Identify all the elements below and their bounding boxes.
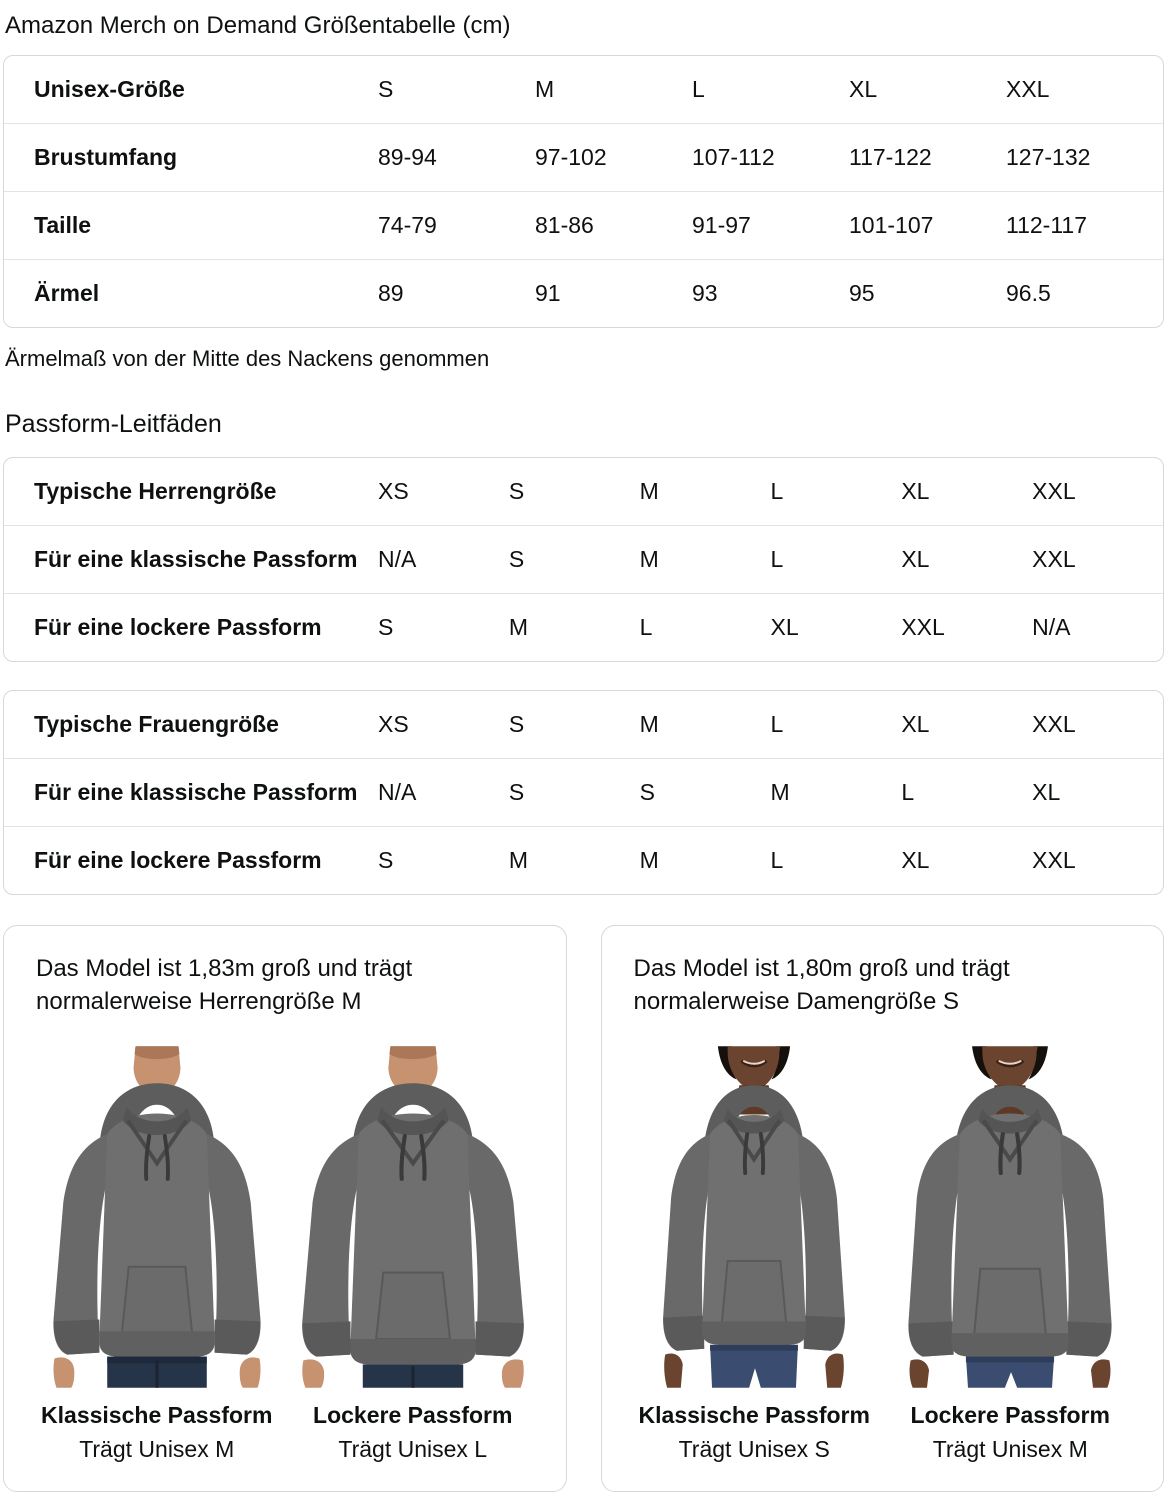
size-cell: S <box>378 614 394 640</box>
model-cards <box>3 925 1164 1492</box>
model-card-men <box>3 925 567 1492</box>
row-label: Für eine lockere Passform <box>34 847 322 873</box>
row-label: Typische Frauengröße <box>34 711 279 737</box>
size-cell: N/A <box>378 779 417 805</box>
fit-label: Klassische Passform <box>638 1402 870 1428</box>
size-cell: XL <box>901 546 930 572</box>
size-cell: 97-102 <box>535 144 607 170</box>
table-row <box>4 525 1163 593</box>
fit-label: Lockere Passform <box>910 1402 1110 1428</box>
table-row <box>4 123 1163 191</box>
sleeve-measure-note: Ärmelmaß von der Mitte des Nackens genommen <box>5 346 490 371</box>
size-cell: XL <box>901 711 930 737</box>
size-cell: 107-112 <box>692 144 775 170</box>
size-cell: S <box>508 546 525 572</box>
model-card-heading: Das Model ist 1,80m groß und trägt normalerweise Damengröße S <box>633 955 1010 1015</box>
size-cell: XL <box>1032 779 1061 805</box>
table-row <box>4 826 1163 894</box>
size-cell: 95 <box>849 280 875 306</box>
size-cell: L <box>901 779 915 805</box>
fit-table-women <box>3 690 1164 895</box>
size-cell: M <box>639 478 659 504</box>
model-figure-classic-female <box>632 1042 876 1463</box>
size-cell: XXL <box>1032 711 1076 737</box>
model-photo-female-loose-fit <box>882 1042 1138 1392</box>
size-cell: M <box>535 76 555 102</box>
size-cell: 74-79 <box>378 212 437 238</box>
size-cell: 89 <box>378 280 404 306</box>
row-label: Ärmel <box>34 280 100 306</box>
size-cell: XL <box>901 847 930 873</box>
size-cell: L <box>770 546 784 572</box>
size-cell: S <box>378 847 394 873</box>
size-cell: N/A <box>378 546 417 572</box>
wears-label: Trägt Unisex M <box>79 1436 235 1462</box>
size-cell: L <box>770 711 784 737</box>
fit-guides-section-title: Passform-Leitfäden <box>5 410 222 438</box>
size-cell: M <box>639 546 659 572</box>
size-cell: S <box>639 779 655 805</box>
size-cell: M <box>639 847 659 873</box>
size-cell: M <box>770 779 790 805</box>
row-label: Für eine klassische Passform <box>34 546 358 572</box>
size-cell: XXL <box>1032 847 1076 873</box>
size-cell: M <box>639 711 659 737</box>
size-cell: M <box>508 614 528 640</box>
fit-label: Lockere Passform <box>313 1402 513 1428</box>
size-cell: 127-132 <box>1006 144 1091 170</box>
model-photo-male-classic-fit <box>35 1042 279 1392</box>
size-cell: M <box>508 847 528 873</box>
row-label: Brustumfang <box>34 144 178 170</box>
size-cell: 89-94 <box>378 144 437 170</box>
size-cell: S <box>508 478 525 504</box>
size-cell: L <box>770 478 784 504</box>
model-figure-loose-female <box>888 1042 1132 1463</box>
wears-label: Trägt Unisex L <box>338 1436 488 1462</box>
row-label: Taille <box>34 212 92 238</box>
size-cell: 117-122 <box>849 144 932 170</box>
model-photo-male-loose-fit <box>285 1042 541 1392</box>
size-cell: XL <box>901 478 930 504</box>
size-cell: XS <box>378 478 409 504</box>
size-cell: N/A <box>1032 614 1071 640</box>
fit-label: Klassische Passform <box>41 1402 273 1428</box>
size-cell: XXL <box>1032 546 1076 572</box>
fit-table-men <box>3 457 1164 662</box>
table-row <box>4 56 1163 123</box>
model-figures <box>628 1042 1138 1463</box>
model-figure-classic-male <box>35 1042 279 1463</box>
size-cell: 91 <box>535 280 561 306</box>
page-title: Amazon Merch on Demand Größentabelle (cm) <box>5 12 511 39</box>
wears-label: Trägt Unisex M <box>932 1436 1088 1462</box>
size-cell: 112-117 <box>1006 212 1087 238</box>
table-row <box>4 191 1163 259</box>
size-cell: XXL <box>901 614 945 640</box>
model-figures <box>30 1042 540 1463</box>
size-cell: 101-107 <box>849 212 934 238</box>
size-cell: L <box>692 76 705 102</box>
size-cell: 96.5 <box>1006 280 1051 306</box>
model-card-heading: Das Model ist 1,83m groß und trägt normalerweise Herrengröße M <box>36 955 413 1015</box>
model-card-women <box>601 925 1165 1492</box>
table-row <box>4 691 1163 758</box>
size-cell: L <box>770 847 784 873</box>
size-cell: 81-86 <box>535 212 594 238</box>
model-figure-loose-male <box>291 1042 535 1463</box>
table-row <box>4 758 1163 826</box>
row-label: Unisex-Größe <box>34 76 185 102</box>
table-row <box>4 593 1163 661</box>
size-cell: S <box>378 76 394 102</box>
wears-label: Trägt Unisex S <box>678 1436 830 1462</box>
row-label: Typische Herrengröße <box>34 478 277 504</box>
row-label: Für eine klassische Passform <box>34 779 358 805</box>
size-cell: XS <box>378 711 409 737</box>
size-cell: XXL <box>1006 76 1050 102</box>
model-photo-female-classic-fit <box>632 1042 876 1392</box>
size-cell: L <box>639 614 653 640</box>
size-cell: S <box>508 711 525 737</box>
size-cell: XL <box>770 614 799 640</box>
size-cell: S <box>508 779 525 805</box>
table-row <box>4 259 1163 327</box>
size-table <box>3 55 1164 328</box>
table-row <box>4 458 1163 525</box>
size-cell: XL <box>849 76 878 102</box>
size-cell: 91-97 <box>692 212 751 238</box>
size-cell: XXL <box>1032 478 1076 504</box>
size-cell: 93 <box>692 280 718 306</box>
row-label: Für eine lockere Passform <box>34 614 322 640</box>
